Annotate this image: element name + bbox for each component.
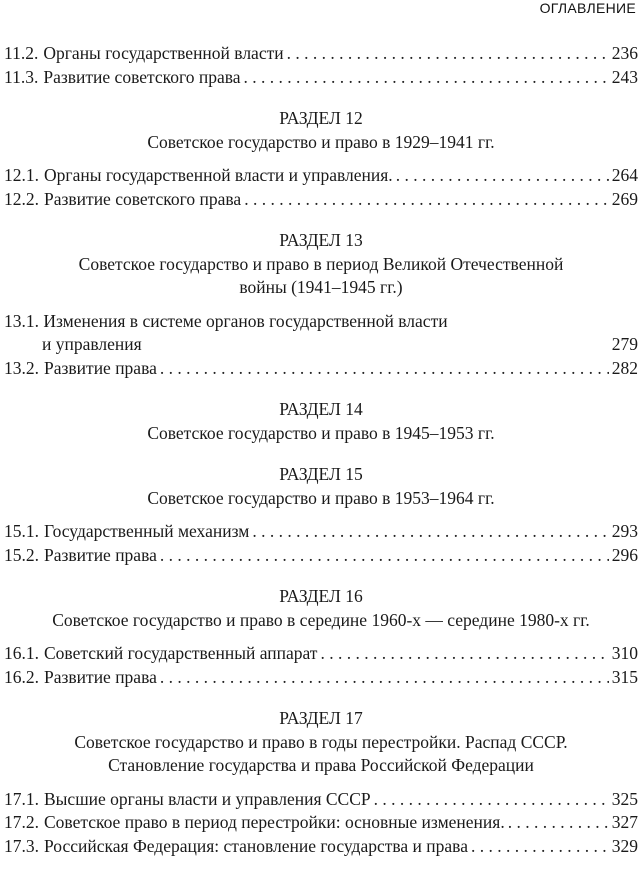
entry-page: 310 xyxy=(611,643,638,663)
entry-page: 329 xyxy=(611,835,638,856)
section-title: Советское государство и право в 1953–1964 гг. xyxy=(147,487,495,508)
section-label: РАЗДЕЛ 12 xyxy=(279,108,363,128)
entry-title: Органы государственной власти и управления. xyxy=(44,165,393,185)
entry-page: 325 xyxy=(611,788,638,809)
section-title: Советское государство и право в период Великой Отечественной xyxy=(78,253,564,274)
entry-title: Развитие права xyxy=(44,357,157,378)
dot-leader xyxy=(396,164,609,188)
entry-number: 13.2. xyxy=(4,357,39,378)
entry-title: Советское право в период перестройки: основные изменения. xyxy=(44,812,505,832)
dot-leader xyxy=(287,42,609,66)
section-heading xyxy=(4,229,638,300)
entry-page: 236 xyxy=(611,43,638,63)
section-title: Советское государство и право в 1929–1941 гг. xyxy=(147,131,495,152)
section-heading xyxy=(4,585,638,632)
section-label: РАЗДЕЛ 14 xyxy=(279,399,363,419)
entry-title: Развитие советского права xyxy=(44,188,242,209)
entry-page: 279 xyxy=(611,334,638,354)
dot-leader xyxy=(508,811,609,835)
entry-number: 17.1. xyxy=(4,788,39,809)
entry-page: 296 xyxy=(611,544,638,565)
section-title: войны (1941–1945 гг.) xyxy=(239,277,403,297)
entry-number: 16.2. xyxy=(4,666,39,687)
toc-entry[interactable] xyxy=(4,642,638,666)
dot-leader xyxy=(160,666,609,690)
dot-leader xyxy=(160,544,609,568)
entry-number: 11.2. xyxy=(4,43,39,63)
toc-entry[interactable] xyxy=(4,188,638,212)
entry-title: Советский государственный аппарат xyxy=(44,643,318,663)
section-title: Советское государство и право в годы перестройки. Распад СССР. xyxy=(74,731,568,752)
toc-entry[interactable] xyxy=(4,164,638,188)
entry-number: 17.3. xyxy=(4,835,39,856)
entry-title: Государственный механизм xyxy=(44,521,250,541)
toc-entry[interactable] xyxy=(4,310,638,357)
entry-page: 264 xyxy=(611,165,638,185)
dot-leader xyxy=(374,788,609,812)
running-head: ОГЛАВЛЕНИЕ xyxy=(539,0,636,16)
dot-leader xyxy=(244,66,609,90)
section-label: РАЗДЕЛ 16 xyxy=(279,586,363,606)
toc-entry[interactable] xyxy=(4,666,638,690)
section-title: Советское государство и право в 1945–1953 гг. xyxy=(147,422,495,443)
toc-entry[interactable] xyxy=(4,357,638,381)
entry-title: Российская Федерация: становление государства и права xyxy=(44,835,468,856)
toc-entry[interactable] xyxy=(4,520,638,544)
section-label: РАЗДЕЛ 15 xyxy=(279,464,363,484)
section-heading xyxy=(4,398,638,445)
entry-number: 16.1. xyxy=(4,643,39,663)
section-label: РАЗДЕЛ 17 xyxy=(279,708,363,728)
entry-page: 315 xyxy=(611,666,638,687)
entry-page: 269 xyxy=(611,188,638,209)
entry-title: Развитие советского права xyxy=(43,66,241,87)
table-of-contents xyxy=(4,42,638,858)
section-heading xyxy=(4,707,638,778)
entry-number: 12.2. xyxy=(4,188,39,209)
toc-entry[interactable] xyxy=(4,544,638,568)
dot-leader xyxy=(244,188,609,212)
toc-entry[interactable] xyxy=(4,42,638,66)
section-title: Становление государства и права Российской Федерации xyxy=(108,755,534,775)
entry-page: 243 xyxy=(611,66,638,87)
section-heading xyxy=(4,107,638,154)
dot-leader xyxy=(252,520,608,544)
entry-page: 327 xyxy=(611,812,638,832)
entry-page: 282 xyxy=(611,357,638,378)
entry-page: 293 xyxy=(611,521,638,541)
entry-title: Изменения в системе органов государственной власти xyxy=(43,310,448,331)
entry-number: 15.2. xyxy=(4,544,39,565)
entry-number: 12.1. xyxy=(4,165,39,185)
entry-number: 15.1. xyxy=(4,521,39,541)
entry-number: 13.1. xyxy=(4,310,39,331)
dot-leader xyxy=(160,357,609,381)
dot-leader xyxy=(320,642,608,666)
toc-entry[interactable] xyxy=(4,835,638,859)
entry-title: Развитие права xyxy=(44,544,157,565)
entry-title: Органы государственной власти xyxy=(43,43,284,63)
toc-entry[interactable] xyxy=(4,788,638,812)
toc-entry[interactable] xyxy=(4,66,638,90)
entry-title: Высшие органы власти и управления СССР xyxy=(44,788,371,809)
entry-number: 17.2. xyxy=(4,812,39,832)
entry-number: 11.3. xyxy=(4,66,39,87)
section-label: РАЗДЕЛ 13 xyxy=(279,230,363,250)
toc-entry[interactable] xyxy=(4,811,638,835)
section-title: Советское государство и право в середине 1960-х — середине 1980-х гг. xyxy=(52,609,590,630)
entry-title: Развитие права xyxy=(44,666,157,687)
entry-title: и управления xyxy=(42,334,142,354)
dot-leader xyxy=(471,835,609,859)
section-heading xyxy=(4,463,638,510)
